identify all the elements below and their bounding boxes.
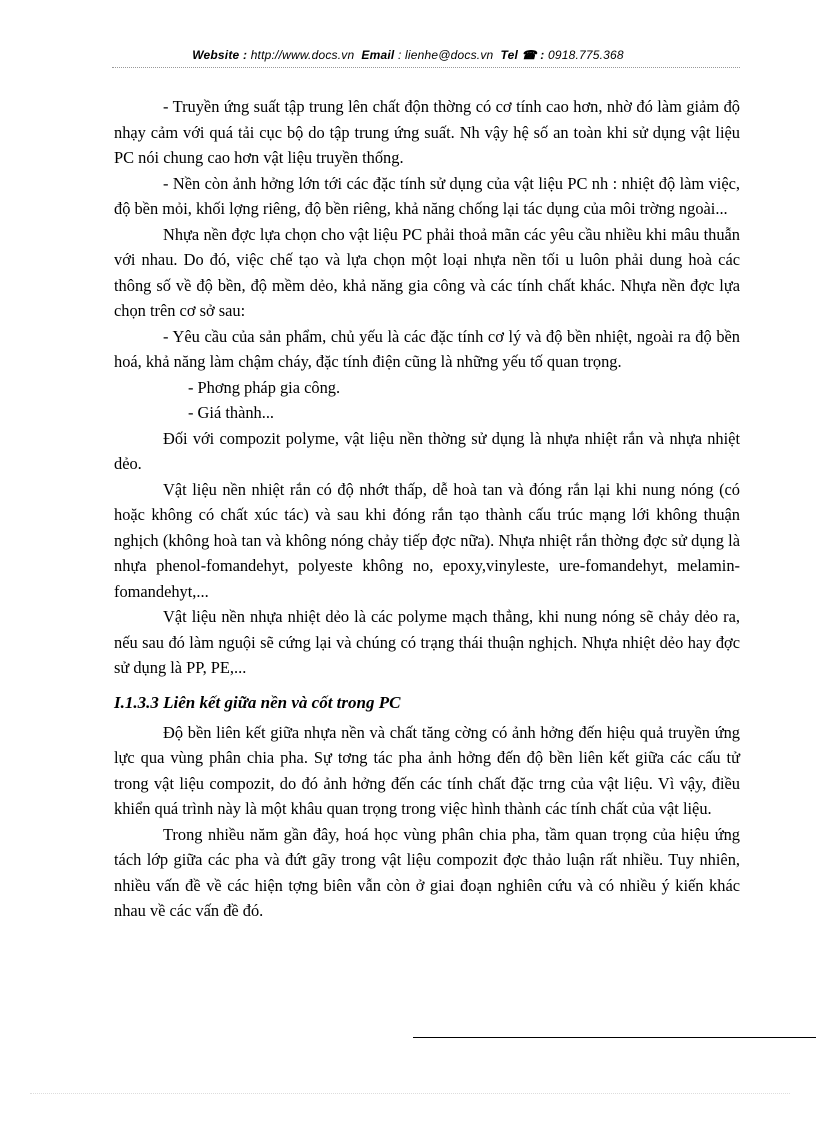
page-bottom-divider (30, 1093, 790, 1094)
tel-value: 0918.775.368 (547, 48, 624, 62)
website-value[interactable]: http://www.docs.vn (250, 48, 355, 62)
email-value[interactable]: : lienhe@docs.vn (397, 48, 494, 62)
paragraph: Vật liệu nền nhựa nhiệt dẻo là các polyme mạch thẳng, khi nung nóng sẽ chảy dẻo ra, nếu sau đó làm nguội sẽ cứng lại và chúng có trạng thái thuận nghịch. Nhựa nhiệt dẻo hay đợc sử dụng là PP, PE,... (114, 607, 740, 677)
page-header (0, 48, 816, 62)
paragraph: Trong nhiều năm gần đây, hoá học vùng phân chia pha, tầm quan trọng của hiệu ứng tách lớp giữa các pha và đứt gãy trong vật liệu compozit đợc thảo luận rất nhiều. Tuy nhiên, nhiều vấn đề về các hiện tợng biên vẫn còn ở giai đoạn nghiên cứu và có nhiều ý kiến khác nhau về các vấn đề đó. (114, 824, 740, 920)
paragraph: - Truyền ứng suất tập trung lên chất độn thờng có cơ tính cao hơn, nhờ đó làm giảm độ nhạy cảm với quá tải cục bộ do tập trung ứng suất. Nh vậy hệ số an toàn khi sử dụng vật liệu PC nói chung cao hơn vật liệu truyền thống. (114, 97, 740, 167)
paragraph: Độ bền liên kết giữa nhựa nền và chất tăng cờng có ảnh hởng đến hiệu quả truyền ứng lực qua vùng phân chia pha. Sự tơng tác pha ảnh hởng đến độ bền liên kết giữa các cấu tử trong vật liệu compozit, do đó ảnh hởng đến các tính chất đặc trng của vật liệu. Vì vậy, điều khiển quá trình này là một khâu quan trọng trong việc hình thành các tính chất của vật liệu. (114, 722, 740, 818)
paragraph: Nhựa nền đợc lựa chọn cho vật liệu PC phải thoả mãn các yêu cầu nhiều khi mâu thuẫn với nhau. Do đó, việc chế tạo và lựa chọn một loại nhựa nền tối u luôn phải dung hoà các thông số về độ bền, độ mềm dẻo, khả năng gia công và các tính chất khác. Nhựa nền đợc lựa chọn trên cơ sở sau: (114, 224, 740, 320)
sub-list-item: - Phơng pháp gia công. (188, 377, 341, 397)
website-label: Website : (192, 48, 248, 62)
document-body (114, 94, 740, 924)
footer-divider (413, 1037, 816, 1038)
paragraph: Đối với compozit polyme, vật liệu nền thờng sử dụng là nhựa nhiệt rắn và nhựa nhiệt dẻo. (114, 428, 740, 473)
paragraph: Vật liệu nền nhiệt rắn có độ nhớt thấp, dễ hoà tan và đóng rắn lại khi nung nóng (có hoặc không có chất xúc tác) và sau khi đóng rắn tạo thành cấu trúc mạng lới không thuận nghịch (không hoà tan và không nóng chảy tiếp đợc nữa). Nhựa nhiệt rắn thờng đợc sử dụng là nhựa phenol-fomandehyt, polyeste không no, epoxy,vinyleste, ure-fomandehyt, melamin-fomandehyt,... (114, 479, 740, 601)
paragraph: - Nền còn ảnh hởng lớn tới các đặc tính sử dụng của vật liệu PC nh : nhiệt độ làm việc, độ bền mỏi, khối lợng riêng, độ bền riêng, khả năng chống lại tác dụng của môi trờng ngoài... (114, 173, 740, 218)
sub-list-item: - Giá thành... (188, 403, 275, 422)
email-label: Email (361, 48, 395, 62)
tel-label: Tel ☎ : (500, 48, 545, 62)
paragraph: - Yêu cầu của sản phẩm, chủ yếu là các đặc tính cơ lý và độ bền nhiệt, ngoài ra độ bền hoá, khả năng làm chậm cháy, đặc tính điện cũng là những yếu tố quan trọng. (114, 326, 740, 371)
header-divider (112, 67, 740, 68)
section-heading: I.1.3.3 Liên kết giữa nền và cốt trong PC (114, 692, 401, 712)
